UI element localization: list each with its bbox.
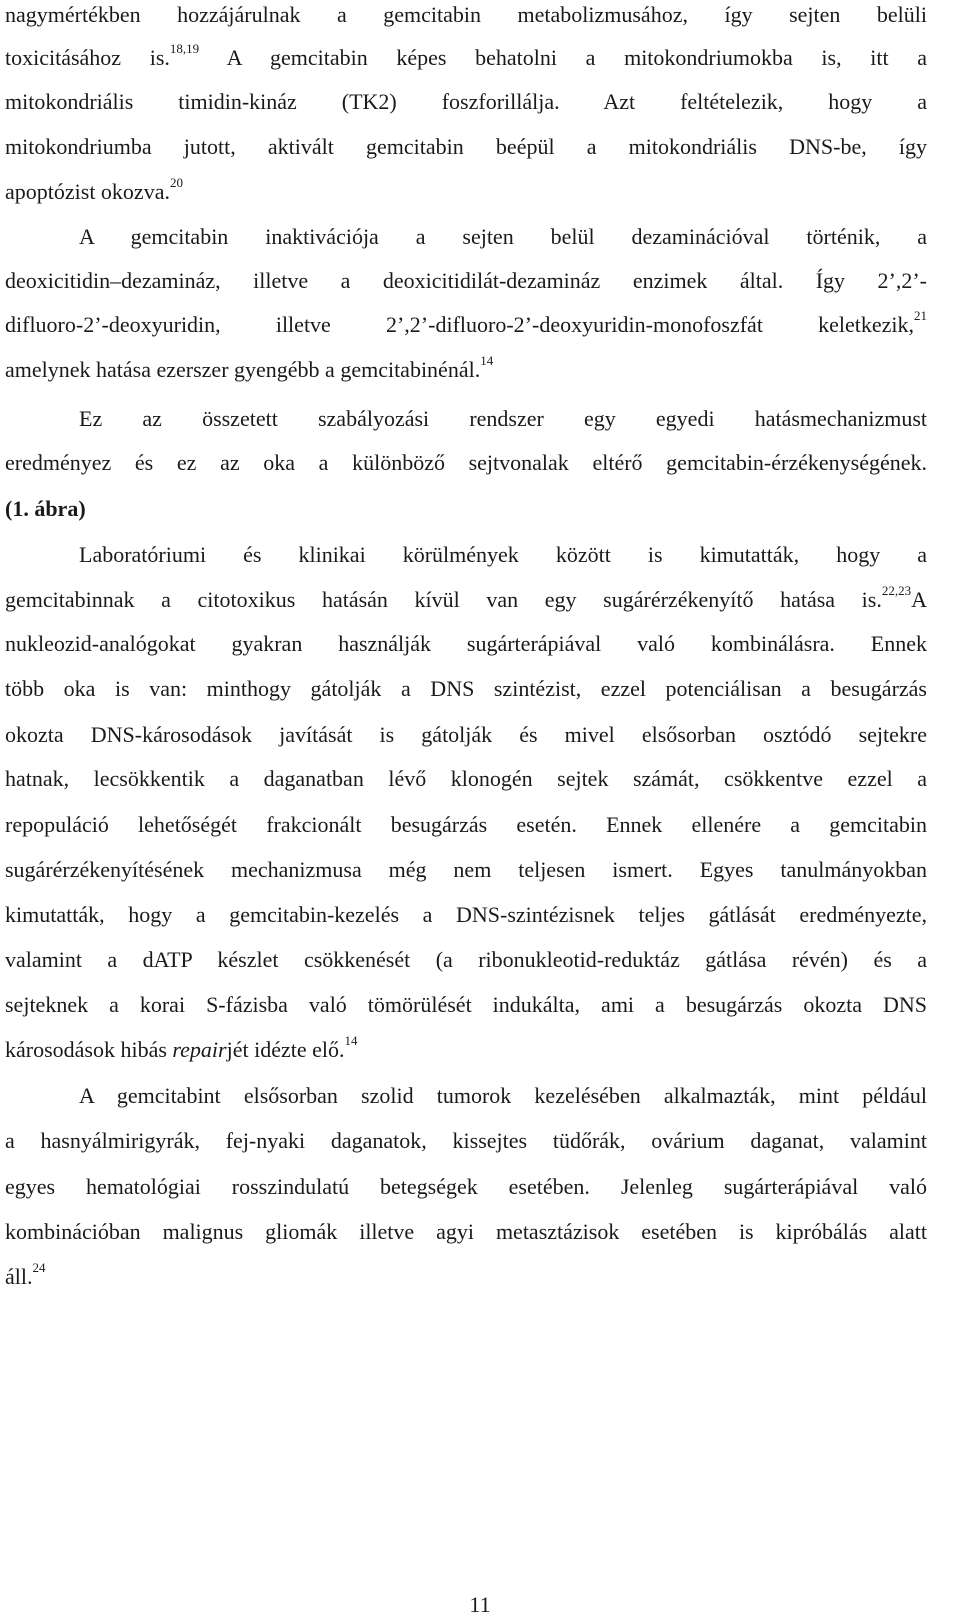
citation-superscript: 18,19 [169, 40, 200, 56]
citation-superscript: 24 [32, 1259, 46, 1275]
citation-superscript: 14 [344, 1032, 358, 1048]
citation-superscript: 22,23 [881, 582, 912, 598]
paragraph-first-line: A gemcitabint elsősorban szolid tumorok kezelésében alkalmazták, mint például [79, 1083, 927, 1108]
text-line: sugárérzékenyítésének mechanizmusa még nem teljesen ismert. Egyes tanulmányokban [5, 857, 927, 882]
citation-superscript: 21 [914, 307, 927, 323]
paragraph-first-line: A gemcitabin inaktivációja a sejten belül dezaminációval történik, a [79, 224, 927, 249]
text-line: apoptózist okozva.$^{20}$ [5, 174, 183, 204]
text-line: deoxicitidin–dezamináz, illetve a deoxicitidilát-dezamináz enzimek által. Így 2’,2’- [5, 268, 927, 293]
text-line: több oka is van: minthogy gátolják a DNS szintézist, ezzel potenciálisan a besugárzás [5, 676, 927, 701]
text-line: mitokondriális timidin-kináz (TK2) foszforillálja. Azt feltételezik, hogy a [5, 89, 927, 114]
text-line: a hasnyálmirigyrák, fej-nyaki daganatok, kissejtes tüdőrák, ovárium daganat, valamint [5, 1128, 927, 1153]
paragraph-first-line: Laboratóriumi és klinikai körülmények között is kimutatták, hogy a [79, 542, 927, 567]
italic-term: repair [172, 1037, 227, 1062]
citation-superscript: 20 [169, 174, 183, 190]
text-line: kombinációban malignus gliomák illetve agyi metasztázisok esetében is kipróbálás alatt [5, 1219, 927, 1244]
text-line: áll.$^{24}$ [5, 1259, 46, 1289]
text-line: mitokondriumba jutott, aktivált gemcitabin beépül a mitokondriális DNS-be, így [5, 134, 927, 159]
text-line: gemcitabinnak a citotoxikus hatásán kívül van egy sugárérzékenyítő hatása is.$^{22,23}$A [5, 582, 927, 612]
text-line: difluoro-2’-deoxyuridin, illetve 2’,2’-difluoro-2’-deoxyuridin-monofoszfát keletkezik,$^{21}$ [5, 307, 927, 337]
text-line: egyes hematológiai rosszindulatú betegségek esetében. Jelenleg sugárterápiával való [5, 1174, 927, 1199]
text-line: eredményez és ez az oka a különböző sejtvonalak eltérő gemcitabin-érzékenységének. [5, 450, 927, 475]
text-line: nukleozid-analógokat gyakran használják sugárterápiával való kombinálásra. Ennek [5, 631, 927, 656]
text-line: hatnak, lecsökkentik a daganatban lévő klonogén sejtek számát, csökkentve ezzel a [5, 766, 927, 791]
text-line: amelynek hatása ezerszer gyengébb a gemcitabinénál.$^{14}$ [5, 352, 494, 382]
text-line: toxicitásához is.$^{18,19}$ A gemcitabin képes behatolni a mitokondriumokba is, itt a [5, 40, 928, 70]
paragraph-first-line: Ez az összetett szabályozási rendszer egy egyedi hatásmechanizmust [79, 406, 927, 431]
text-line: sejteknek a korai S-fázisba való tömörülését indukálta, ami a besugárzás okozta DNS [5, 992, 927, 1017]
text-line: kimutatták, hogy a gemcitabin-kezelés a DNS-szintézisnek teljes gátlását eredményezte, [5, 902, 927, 927]
citation-superscript: 14 [480, 352, 494, 368]
text-line: okozta DNS-károsodások javítását is gátolják és mivel elsősorban osztódó sejtekre [5, 722, 927, 747]
text-line: valamint a dATP készlet csökkenését (a ribonukleotid-reduktáz gátlása révén) és a [5, 947, 927, 972]
text-line: károsodások hibás repairjét idézte elő.$^{14}$ [5, 1032, 358, 1062]
figure-reference: (1. ábra) [5, 496, 86, 521]
page-number: 11 [469, 1592, 491, 1617]
text-line: repopuláció lehetőségét frakcionált besugárzás esetén. Ennek ellenére a gemcitabin [5, 812, 927, 837]
text-line: nagymértékben hozzájárulnak a gemcitabin metabolizmusához, így sejten belüli [5, 2, 927, 27]
